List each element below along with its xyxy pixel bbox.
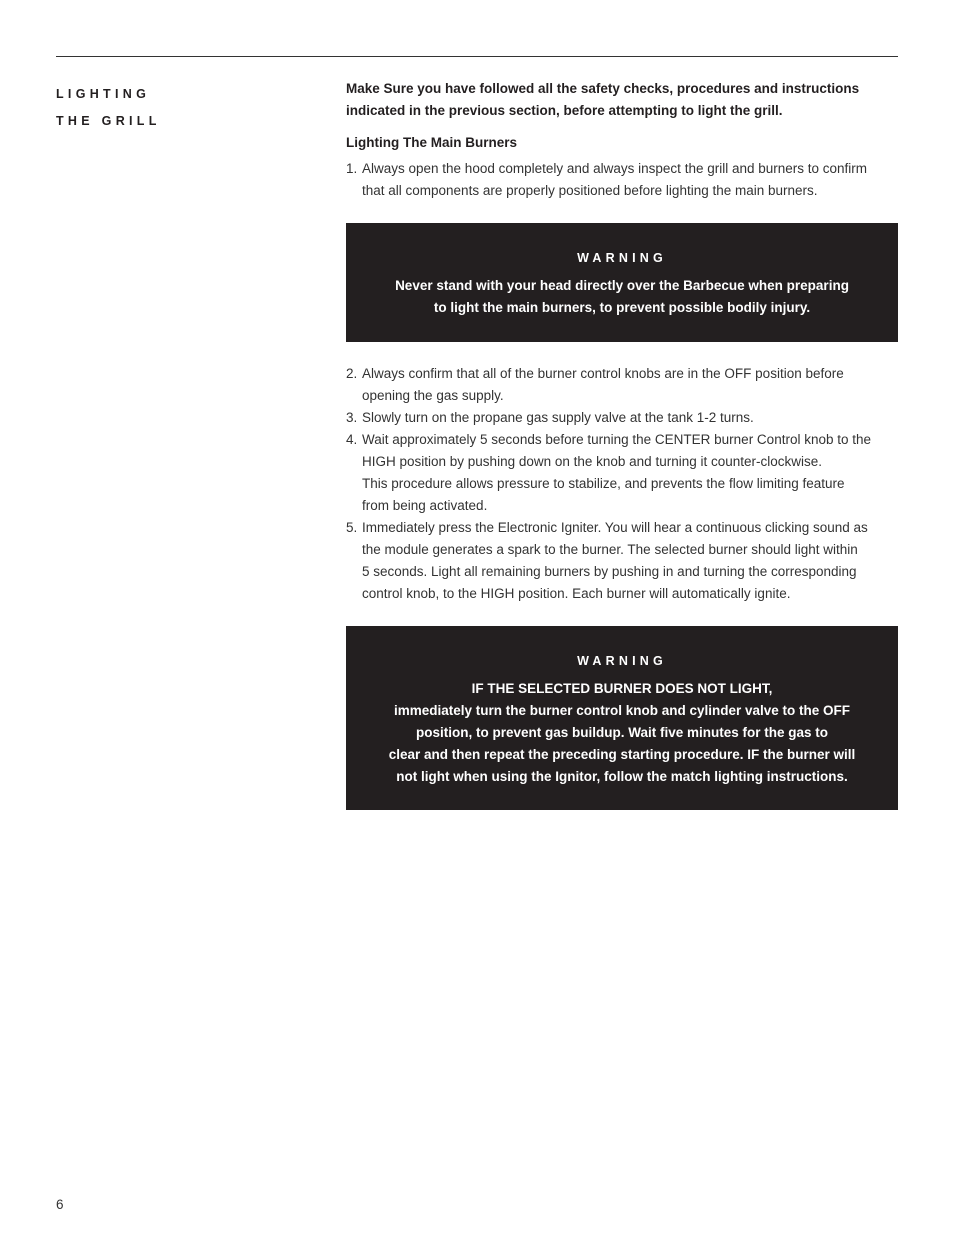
intro-paragraph bbox=[346, 78, 898, 122]
warning-line: clear and then repeat the preceding starting procedure. IF the burner will bbox=[388, 747, 856, 762]
warning-title: WARNING bbox=[577, 251, 667, 265]
warning-line: not light when using the Ignitor, follow the match lighting instructions. bbox=[396, 769, 848, 784]
step-number: 3. bbox=[346, 410, 358, 425]
step-list-1 bbox=[346, 158, 898, 202]
section-title-line-2: THE GRILL bbox=[56, 114, 161, 128]
step-item-5 bbox=[346, 517, 898, 605]
step-line: 5 seconds. Light all remaining burners by pushing in and turning the corresponding bbox=[362, 564, 857, 579]
warning-line: IF THE SELECTED BURNER DOES NOT LIGHT, bbox=[471, 681, 773, 696]
step-line: Wait approximately 5 seconds before turning the CENTER burner Control knob to the bbox=[362, 432, 872, 447]
warning-line: Never stand with your head directly over the Barbecue when preparing bbox=[395, 278, 849, 293]
step-line: control knob, to the HIGH position. Each burner will automatically ignite. bbox=[362, 586, 791, 601]
step-line: that all components are properly positioned before lighting the main burners. bbox=[362, 183, 818, 198]
warning-line: position, to prevent gas buildup. Wait five minutes for the gas to bbox=[415, 725, 829, 740]
subheading: Lighting The Main Burners bbox=[346, 135, 517, 150]
warning-line: immediately turn the burner control knob and cylinder valve to the OFF bbox=[393, 703, 851, 718]
step-item-4 bbox=[346, 429, 898, 517]
warning-title: WARNING bbox=[577, 654, 667, 668]
section-title-line-1: LIGHTING bbox=[56, 87, 151, 101]
step-item-3 bbox=[346, 407, 898, 429]
step-number: 2. bbox=[346, 366, 358, 381]
top-rule bbox=[56, 56, 898, 57]
section-title bbox=[56, 81, 256, 135]
step-number: 4. bbox=[346, 432, 358, 447]
step-line: the module generates a spark to the burner. The selected burner should light within bbox=[362, 542, 858, 557]
step-line: opening the gas supply. bbox=[362, 388, 504, 403]
warning-box-2 bbox=[346, 626, 898, 810]
step-number: 5. bbox=[346, 520, 358, 535]
step-line: Immediately press the Electronic Igniter. You will hear a continuous clicking sound as bbox=[362, 520, 868, 535]
step-line: Always open the hood completely and always inspect the grill and burners to confirm bbox=[362, 161, 868, 176]
step-line: HIGH position by pushing down on the knob and turning it counter-clockwise. bbox=[362, 454, 823, 469]
step-line: from being activated. bbox=[362, 498, 488, 513]
intro-line-2: indicated in the previous section, before attempting to light the grill. bbox=[346, 103, 783, 118]
step-line: Slowly turn on the propane gas supply valve at the tank 1-2 turns. bbox=[362, 410, 754, 425]
step-list-2 bbox=[346, 363, 898, 605]
main-content bbox=[346, 78, 898, 202]
warning-box-1 bbox=[346, 223, 898, 342]
step-line: This procedure allows pressure to stabilize, and prevents the flow limiting feature bbox=[362, 476, 845, 491]
step-item-2 bbox=[346, 363, 898, 407]
warning-line: to light the main burners, to prevent possible bodily injury. bbox=[433, 300, 811, 315]
step-item-1 bbox=[346, 158, 898, 202]
step-line: Always confirm that all of the burner control knobs are in the OFF position before bbox=[362, 366, 844, 381]
step-number: 1. bbox=[346, 161, 358, 176]
page-number: 6 bbox=[56, 1197, 64, 1212]
intro-line-1: Make Sure you have followed all the safety checks, procedures and instructions bbox=[346, 81, 860, 96]
